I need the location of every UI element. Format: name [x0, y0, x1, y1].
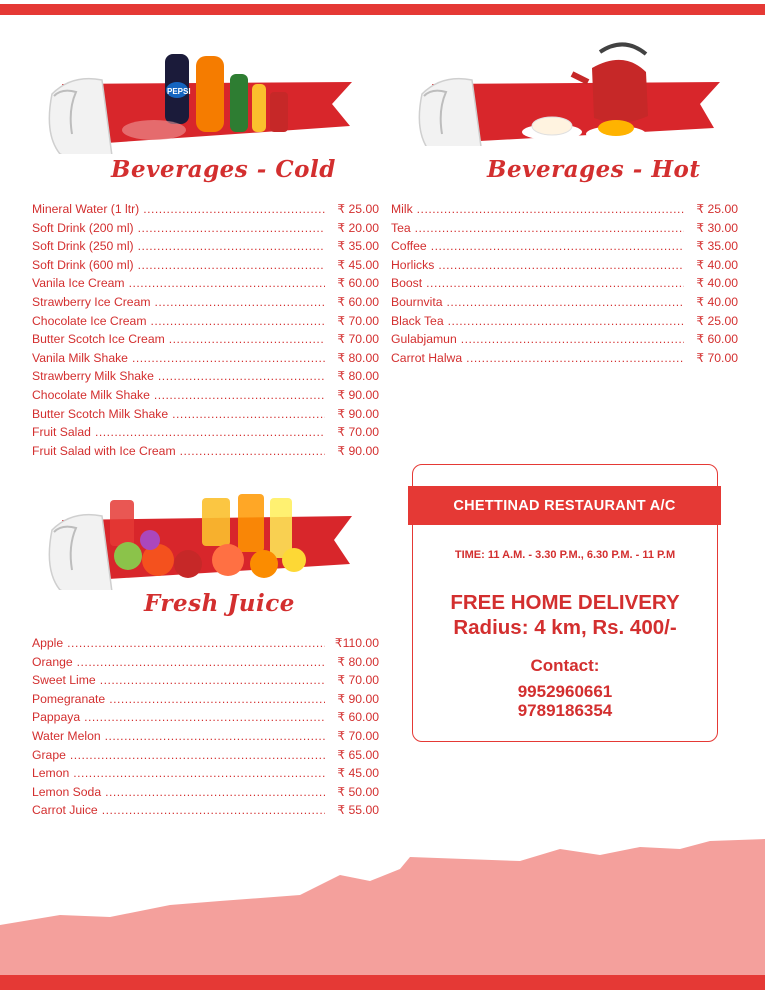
- list-item: Carrot Juice ..... ₹ 55.00: [32, 803, 379, 822]
- hot-beverages-list: [391, 202, 738, 369]
- list-item: Vanila Milk Shake ..... ₹ 80.00: [32, 351, 379, 370]
- delivery-radius: Radius: 4 km, Rs. 400/-: [453, 616, 677, 639]
- top-accent-bar: [0, 4, 765, 15]
- list-item: Soft Drink (250 ml) ..... ₹ 35.00: [32, 239, 379, 258]
- list-item: Strawberry Ice Cream ..... ₹ 60.00: [32, 295, 379, 314]
- cold-beverages-list: [32, 202, 379, 462]
- list-item: Lemon Soda ..... ₹ 50.00: [32, 785, 379, 804]
- phone-number[interactable]: 9952960661: [517, 682, 613, 701]
- list-item: Horlicks ..... ₹ 40.00: [391, 258, 738, 277]
- section-title-cold: Beverages - Cold: [111, 156, 336, 183]
- list-item: Gulabjamun ..... ₹ 60.00: [391, 332, 738, 351]
- list-item: Chocolate Milk Shake ..... ₹ 90.00: [32, 388, 379, 407]
- list-item: Apple ..... ₹110.00: [32, 636, 379, 655]
- list-item: Chocolate Ice Cream ..... ₹ 70.00: [32, 314, 379, 333]
- fresh-juice-list: [32, 636, 379, 822]
- list-item: Water Melon ..... ₹ 70.00: [32, 729, 379, 748]
- list-item: Bournvita ..... ₹ 40.00: [391, 295, 738, 314]
- kettle-tea-icon: [402, 36, 732, 146]
- bottom-accent-bar: [0, 975, 765, 990]
- contact-label: Contact:: [530, 656, 600, 675]
- list-item: Vanila Ice Cream ..... ₹ 60.00: [32, 276, 379, 295]
- list-item: Orange ..... ₹ 80.00: [32, 655, 379, 674]
- restaurant-name-banner: CHETTINAD RESTAURANT A/C: [408, 486, 721, 525]
- section-title-hot: Beverages - Hot: [487, 156, 701, 183]
- section-title-juice: Fresh Juice: [144, 590, 295, 617]
- list-item: Grape ..... ₹ 65.00: [32, 748, 379, 767]
- contact-phones: [412, 682, 718, 720]
- bottom-wave-shape: [0, 839, 765, 977]
- list-item: Strawberry Milk Shake ..... ₹ 80.00: [32, 369, 379, 388]
- phone-number[interactable]: 9789186354: [517, 701, 613, 720]
- list-item: Coffee ..... ₹ 35.00: [391, 239, 738, 258]
- opening-hours: TIME: 11 A.M. - 3.30 P.M., 6.30 P.M. - 11 P.M: [454, 549, 676, 561]
- list-item: Pappaya ..... ₹ 60.00: [32, 710, 379, 729]
- list-item: Butter Scotch Milk Shake ..... ₹ 90.00: [32, 407, 379, 426]
- cold-drinks-icon: [32, 44, 362, 154]
- bottom-wave-decoration: [0, 835, 765, 977]
- list-item: Sweet Lime ..... ₹ 70.00: [32, 673, 379, 692]
- list-item: Soft Drink (600 ml) ..... ₹ 45.00: [32, 258, 379, 277]
- list-item: Pomegranate ..... ₹ 90.00: [32, 692, 379, 711]
- list-item: Boost ..... ₹ 40.00: [391, 276, 738, 295]
- list-item: Fruit Salad ..... ₹ 70.00: [32, 425, 379, 444]
- list-item: Milk ..... ₹ 25.00: [391, 202, 738, 221]
- delivery-headline: FREE HOME DELIVERY: [450, 591, 680, 614]
- list-item: Fruit Salad with Ice Cream ..... ₹ 90.00: [32, 444, 379, 463]
- list-item: Mineral Water (1 ltr) ..... ₹ 25.00: [32, 202, 379, 221]
- list-item: Black Tea ..... ₹ 25.00: [391, 314, 738, 333]
- list-item: Butter Scotch Ice Cream ..... ₹ 70.00: [32, 332, 379, 351]
- pepsi-logo: PEPSI: [167, 87, 191, 96]
- list-item: Soft Drink (200 ml) ..... ₹ 20.00: [32, 221, 379, 240]
- fruit-juice-icon: [32, 480, 362, 590]
- list-item: Tea ..... ₹ 30.00: [391, 221, 738, 240]
- delivery-notice: [412, 590, 718, 640]
- list-item: Carrot Halwa ..... ₹ 70.00: [391, 351, 738, 370]
- list-item: Lemon ..... ₹ 45.00: [32, 766, 379, 785]
